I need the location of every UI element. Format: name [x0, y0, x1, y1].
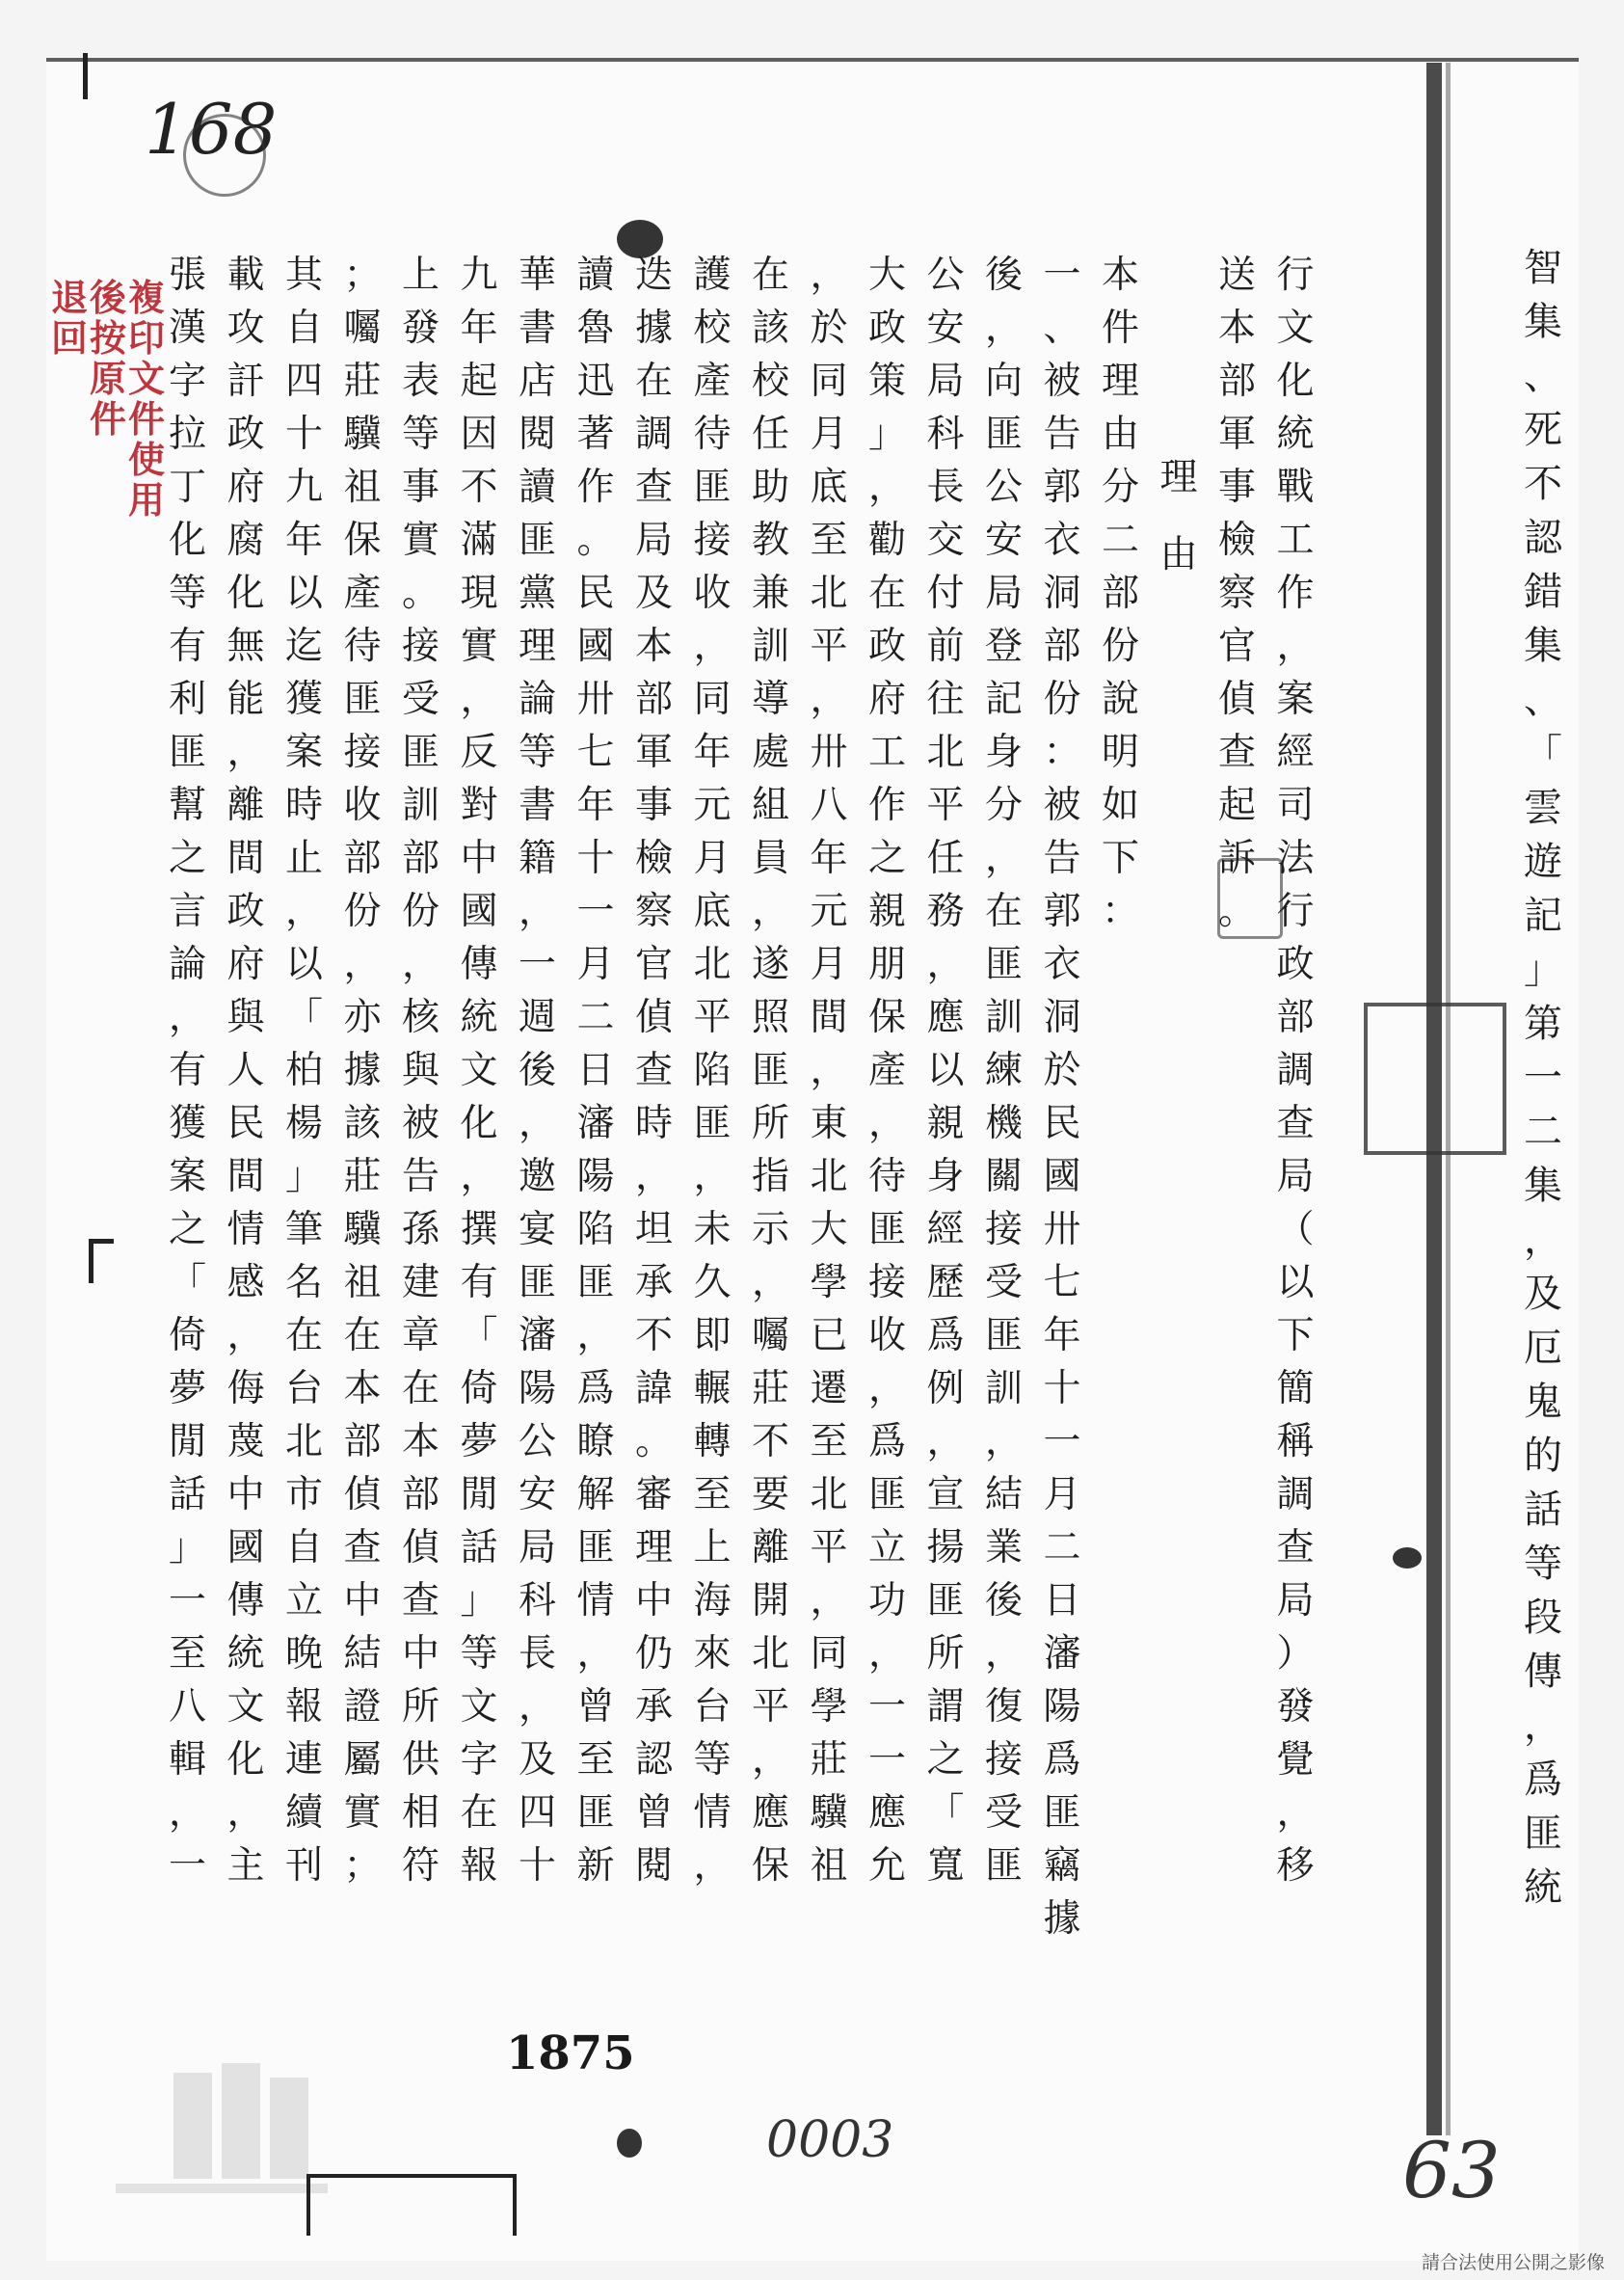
text-column: 其 自 四 十 九 年 以 迄 獲 案 時 止 ， 以 「 柏 楊 」 筆 名 在 台 北 市 自 立 晚 報 連 續 刊 — [284, 254, 323, 1888]
text-column: 後 ， 向 匪 公 安 局 登 記 身 分 ， 在 匪 訓 練 機 關 接 受 匪 訓 ， 結 業 後 ， 復 接 受 匪 — [984, 254, 1023, 1888]
handwritten-corner-number: 63 — [1402, 2126, 1501, 2215]
archive-stamp — [1364, 1003, 1506, 1155]
corner-mark — [83, 53, 88, 99]
text-column: 行 文 化 統 戰 工 作 ， 案 經 司 法 行 政 部 調 查 局 （ 以 下 簡 稱 調 查 局 ） 發 覺 ， 移 — [1276, 254, 1315, 1888]
text-column: 大 政 策 」 ， 勸 在 政 府 工 作 之 親 朋 保 產 ， 待 匪 接 收 ， 爲 匪 立 功 ， 一 一 應 允 — [867, 254, 906, 1888]
text-column: 載 攻 訐 政 府 腐 化 無 能 ， 離 間 政 府 與 人 民 間 情 感 ， 侮 蔑 中 國 傳 統 文 化 ， 主 — [226, 254, 265, 1888]
text-column: 公 安 局 科 長 交 付 前 往 北 平 任 務 ， 應 以 親 身 經 歷 爲 例 ， 宣 揚 匪 所 謂 之 「 寬 — [926, 254, 965, 1888]
red-stamp: 複 印 文 件 使 用 後 按 原 件 退 回 — [50, 276, 165, 522]
text-column: 讀 魯 迅 著 作 。 民 國 卅 七 年 十 一 月 二 日 瀋 陽 陷 匪 ， 爲 瞭 解 匪 情 ， 曾 至 匪 新 — [576, 254, 615, 1888]
text-column: 理 由 — [1159, 456, 1198, 577]
ink-blot — [617, 2129, 642, 2158]
text-column: 送 本 部 軍 事 檢 察 官 偵 查 起 訴 。 — [1217, 254, 1256, 933]
text-column: 護 校 產 待 匪 接 收 ， 同 年 元 月 底 北 平 陷 匪 ， 未 久 即 輾 轉 至 上 海 來 台 等 情 ， — [693, 254, 732, 1888]
text-column: ， 於 同 月 底 至 北 平 ， 卅 八 年 元 月 間 ， 東 北 大 學 已 遷 至 北 平 ， 同 學 莊 驥 祖 — [810, 254, 848, 1888]
bracket-mark — [89, 1239, 114, 1244]
text-column: 華 書 店 閱 讀 匪 黨 理 論 等 書 籍 ， 一 週 後 ， 邀 宴 匪 瀋 陽 公 安 局 科 長 ， 及 四 十 — [518, 254, 556, 1888]
handwritten-serial: 0003 — [766, 2111, 894, 2169]
text-column: 迭 據 在 調 查 局 及 本 部 軍 事 檢 察 官 偵 查 時 ， 坦 承 不 諱 。 審 理 中 仍 承 認 曾 閱 — [634, 254, 673, 1888]
archive-seal-icon — [183, 114, 266, 197]
text-column: 張 漢 字 拉 丁 化 等 有 利 匪 幫 之 言 論 ， 有 獲 案 之 「 倚 夢 閒 話 」 一 至 八 輯 ， 一 — [168, 254, 206, 1888]
margin-column-text: 智 集 、 死 不 認 錯 集 、 「 雲 遊 記 」 第 一 二 集 ， 及 厄 鬼 的 話 等 段 傳 ， 爲 匪 統 — [1524, 246, 1562, 1910]
archive-watermark-icon — [116, 2053, 328, 2208]
text-column: 一 、 被 告 郭 衣 洞 部 份 ： 被 告 郭 衣 洞 於 民 國 卅 七 年 十 一 月 二 日 瀋 陽 爲 匪 竊 據 — [1043, 254, 1081, 1941]
text-column: 本 件 理 由 分 二 部 份 說 明 如 下 ： — [1101, 254, 1139, 933]
text-column: 上 發 表 等 事 實 。 接 受 匪 訓 部 份 ， 核 與 被 告 孫 建 章 在 本 部 偵 查 中 所 供 相 符 — [401, 254, 439, 1888]
page-number: 1875 — [506, 2026, 635, 2080]
top-border-line — [46, 58, 1579, 62]
folio-number: 168 — [145, 89, 278, 170]
text-column: 九 年 起 因 不 滿 現 實 ， 反 對 中 國 傳 統 文 化 ， 撰 有 「 倚 夢 閒 話 」 等 文 字 在 報 — [460, 254, 498, 1888]
text-column: ； 囑 莊 驥 祖 保 產 待 匪 接 收 部 份 ， 亦 據 該 莊 驥 祖 在 本 部 偵 查 中 結 證 屬 實 ； — [343, 254, 382, 1888]
text-column: 在 該 校 任 助 教 兼 訓 導 處 組 員 ， 遂 照 匪 所 指 示 ， 囑 莊 不 要 離 開 北 平 ， 應 保 — [751, 254, 789, 1888]
bracket-mark — [89, 1239, 93, 1283]
ink-blot — [1393, 1547, 1422, 1569]
footer-note: 請合法使用公開之影像 — [1421, 2252, 1605, 2273]
bottom-box-mark — [306, 2174, 517, 2236]
